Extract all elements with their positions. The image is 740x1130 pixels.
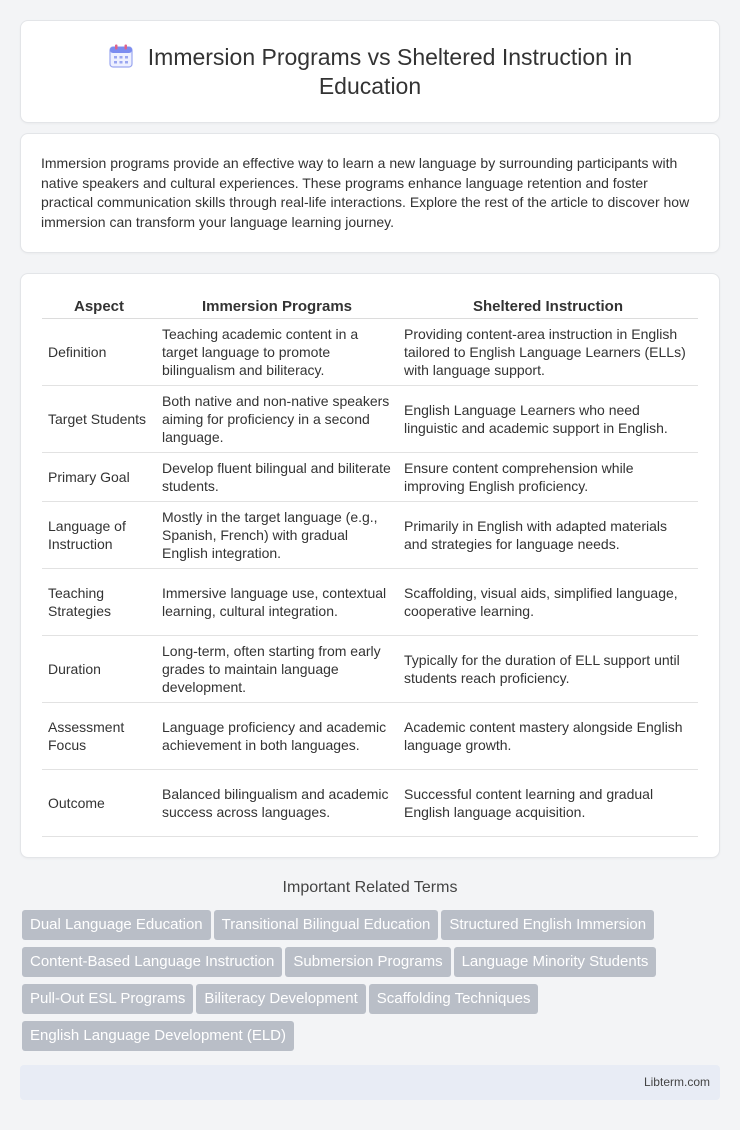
- related-tag[interactable]: Submersion Programs: [285, 947, 450, 977]
- table-header-row: [42, 294, 698, 319]
- related-terms-heading: Important Related Terms: [282, 879, 458, 896]
- related-tag[interactable]: Content-Based Language Instruction: [22, 947, 282, 977]
- cell-aspect: Outcome: [42, 770, 156, 837]
- cell-aspect: Teaching Strategies: [42, 569, 156, 636]
- cell-sheltered: Typically for the duration of ELL support until students reach proficiency.: [398, 636, 698, 703]
- title-card: [20, 20, 720, 123]
- table-row: [42, 569, 698, 636]
- related-tag[interactable]: Scaffolding Techniques: [369, 984, 539, 1014]
- cell-sheltered: Providing content-area instruction in English tailored to English Language Learners (ELLs) with language support.: [398, 319, 698, 386]
- cell-sheltered: Primarily in English with adapted materials and strategies for language needs.: [398, 502, 698, 569]
- footer-site-link[interactable]: Libterm.com: [643, 1075, 710, 1089]
- cell-sheltered: Successful content learning and gradual English language acquisition.: [398, 770, 698, 837]
- cell-immersion: Develop fluent bilingual and biliterate students.: [156, 453, 398, 502]
- table-row: [42, 703, 698, 770]
- cell-aspect: Primary Goal: [42, 453, 156, 502]
- cell-sheltered: Ensure content comprehension while improving English proficiency.: [398, 453, 698, 502]
- cell-immersion: Both native and non-native speakers aiming for proficiency in a second language.: [156, 386, 398, 453]
- footer: [20, 1065, 720, 1100]
- intro-paragraph: Immersion programs provide an effective way to learn a new language by surrounding participants with native speakers and cultural experiences. These programs enhance language retention and foster practical communication skills through real-life interactions. Explore the rest of the article to discover how immersion can transform your language learning journey.: [41, 155, 690, 230]
- comparison-table: [42, 294, 698, 837]
- page-title: [21, 43, 719, 101]
- related-tag[interactable]: Pull-Out ESL Programs: [22, 984, 193, 1014]
- header-aspect: Aspect: [42, 294, 156, 319]
- cell-immersion: Mostly in the target language (e.g., Spanish, French) with gradual English integration.: [156, 502, 398, 569]
- table-row: [42, 386, 698, 453]
- comparison-card: [20, 273, 720, 858]
- related-terms-list: [22, 910, 722, 1058]
- calendar-icon: [108, 43, 134, 69]
- intro-card: [20, 133, 720, 253]
- cell-immersion: Language proficiency and academic achievement in both languages.: [156, 703, 398, 770]
- table-row: [42, 770, 698, 837]
- header-sheltered: Sheltered Instruction: [398, 294, 698, 319]
- cell-immersion: Immersive language use, contextual learning, cultural integration.: [156, 569, 398, 636]
- cell-aspect: Target Students: [42, 386, 156, 453]
- cell-aspect: Assessment Focus: [42, 703, 156, 770]
- cell-aspect: Definition: [42, 319, 156, 386]
- related-tag[interactable]: Transitional Bilingual Education: [214, 910, 439, 940]
- table-row: [42, 319, 698, 386]
- cell-immersion: Long-term, often starting from early grades to maintain language development.: [156, 636, 398, 703]
- cell-aspect: Language of Instruction: [42, 502, 156, 569]
- page-title-text: Immersion Programs vs Sheltered Instruction in Education: [147, 44, 633, 99]
- cell-sheltered: Academic content mastery alongside English language growth.: [398, 703, 698, 770]
- related-tag[interactable]: Structured English Immersion: [441, 910, 654, 940]
- table-row: [42, 502, 698, 569]
- cell-sheltered: Scaffolding, visual aids, simplified language, cooperative learning.: [398, 569, 698, 636]
- cell-immersion: Balanced bilingualism and academic success across languages.: [156, 770, 398, 837]
- header-immersion: Immersion Programs: [156, 294, 398, 319]
- cell-aspect: Duration: [42, 636, 156, 703]
- related-tag[interactable]: Biliteracy Development: [196, 984, 365, 1014]
- related-tag[interactable]: Language Minority Students: [454, 947, 657, 977]
- cell-sheltered: English Language Learners who need linguistic and academic support in English.: [398, 386, 698, 453]
- cell-immersion: Teaching academic content in a target language to promote bilingualism and biliteracy.: [156, 319, 398, 386]
- table-row: [42, 636, 698, 703]
- related-tag[interactable]: Dual Language Education: [22, 910, 211, 940]
- table-row: [42, 453, 698, 502]
- related-tag[interactable]: English Language Development (ELD): [22, 1021, 294, 1051]
